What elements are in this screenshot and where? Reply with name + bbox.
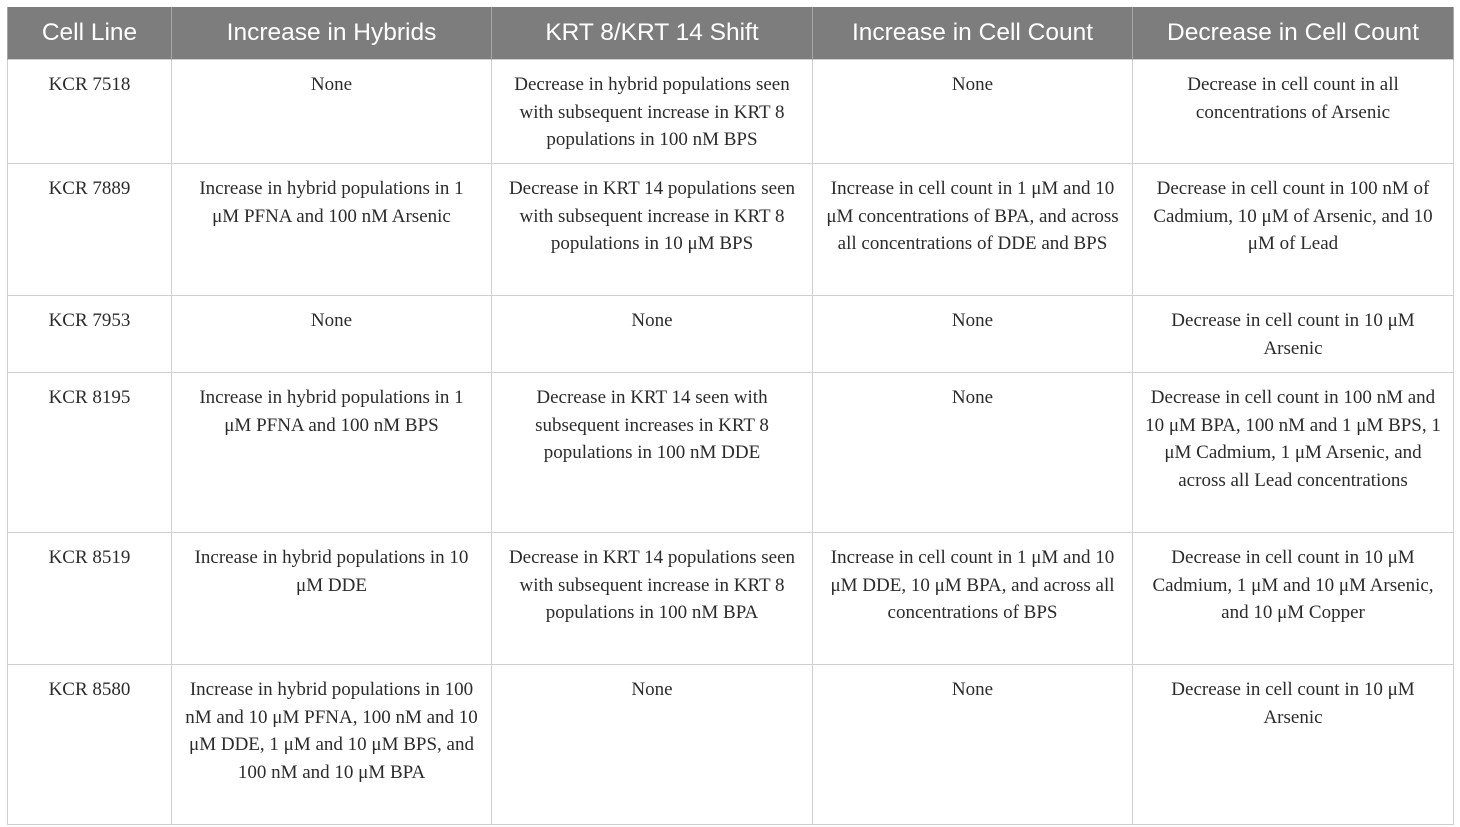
increase-count-cell: None [813,373,1133,533]
krt-shift-cell: None [492,665,813,825]
header-cell-line: Cell Line [8,7,172,60]
increase-count-cell: None [813,60,1133,164]
table-row [8,373,1454,533]
decrease-count-cell: Decrease in cell count in 100 nM of Cadmium, 10 μM of Arsenic, and 10 μM of Lead [1133,164,1454,296]
cell-line: KCR 8580 [8,665,172,825]
increase-hybrids-cell: Increase in hybrid populations in 100 nM and 10 μM PFNA, 100 nM and 10 μM DDE, 1 μM and 10 μM BPS, and 100 nM and 10 μM BPA [172,665,492,825]
increase-hybrids-cell: Increase in hybrid populations in 10 μM DDE [172,533,492,665]
decrease-count-cell: Decrease in cell count in 100 nM and 10 μM BPA, 100 nM and 1 μM BPS, 1 μM Cadmium, 1 μM Arsenic, and across all Lead concentrations [1133,373,1454,533]
table-row [8,533,1454,665]
increase-count-cell: Increase in cell count in 1 μM and 10 μM concentrations of BPA, and across all concentrations of DDE and BPS [813,164,1133,296]
cell-line: KCR 8195 [8,373,172,533]
decrease-count-cell: Decrease in cell count in all concentrations of Arsenic [1133,60,1454,164]
header-krt-shift: KRT 8/KRT 14 Shift [492,7,813,60]
increase-count-cell: Increase in cell count in 1 μM and 10 μM DDE, 10 μM BPA, and across all concentrations of BPS [813,533,1133,665]
increase-count-cell: None [813,296,1133,373]
header-decrease-cell-count: Decrease in Cell Count [1133,7,1454,60]
krt-shift-cell: Decrease in KRT 14 seen with subsequent increases in KRT 8 populations in 100 nM DDE [492,373,813,533]
header-increase-cell-count: Increase in Cell Count [813,7,1133,60]
table-row [8,164,1454,296]
results-table [7,7,1454,825]
krt-shift-cell: Decrease in KRT 14 populations seen with subsequent increase in KRT 8 populations in 10 μM BPS [492,164,813,296]
increase-count-cell: None [813,665,1133,825]
decrease-count-cell: Decrease in cell count in 10 μM Arsenic [1133,665,1454,825]
header-row [8,7,1454,60]
increase-hybrids-cell: None [172,296,492,373]
cell-line: KCR 7518 [8,60,172,164]
increase-hybrids-cell: None [172,60,492,164]
krt-shift-cell: None [492,296,813,373]
table-row [8,665,1454,825]
table-row [8,60,1454,164]
increase-hybrids-cell: Increase in hybrid populations in 1 μM PFNA and 100 nM Arsenic [172,164,492,296]
cell-line: KCR 7889 [8,164,172,296]
krt-shift-cell: Decrease in KRT 14 populations seen with subsequent increase in KRT 8 populations in 100 nM BPA [492,533,813,665]
cell-line: KCR 8519 [8,533,172,665]
table-row [8,296,1454,373]
krt-shift-cell: Decrease in hybrid populations seen with subsequent increase in KRT 8 populations in 100 nM BPS [492,60,813,164]
cell-line: KCR 7953 [8,296,172,373]
decrease-count-cell: Decrease in cell count in 10 μM Cadmium, 1 μM and 10 μM Arsenic, and 10 μM Copper [1133,533,1454,665]
header-increase-hybrids: Increase in Hybrids [172,7,492,60]
increase-hybrids-cell: Increase in hybrid populations in 1 μM PFNA and 100 nM BPS [172,373,492,533]
decrease-count-cell: Decrease in cell count in 10 μM Arsenic [1133,296,1454,373]
